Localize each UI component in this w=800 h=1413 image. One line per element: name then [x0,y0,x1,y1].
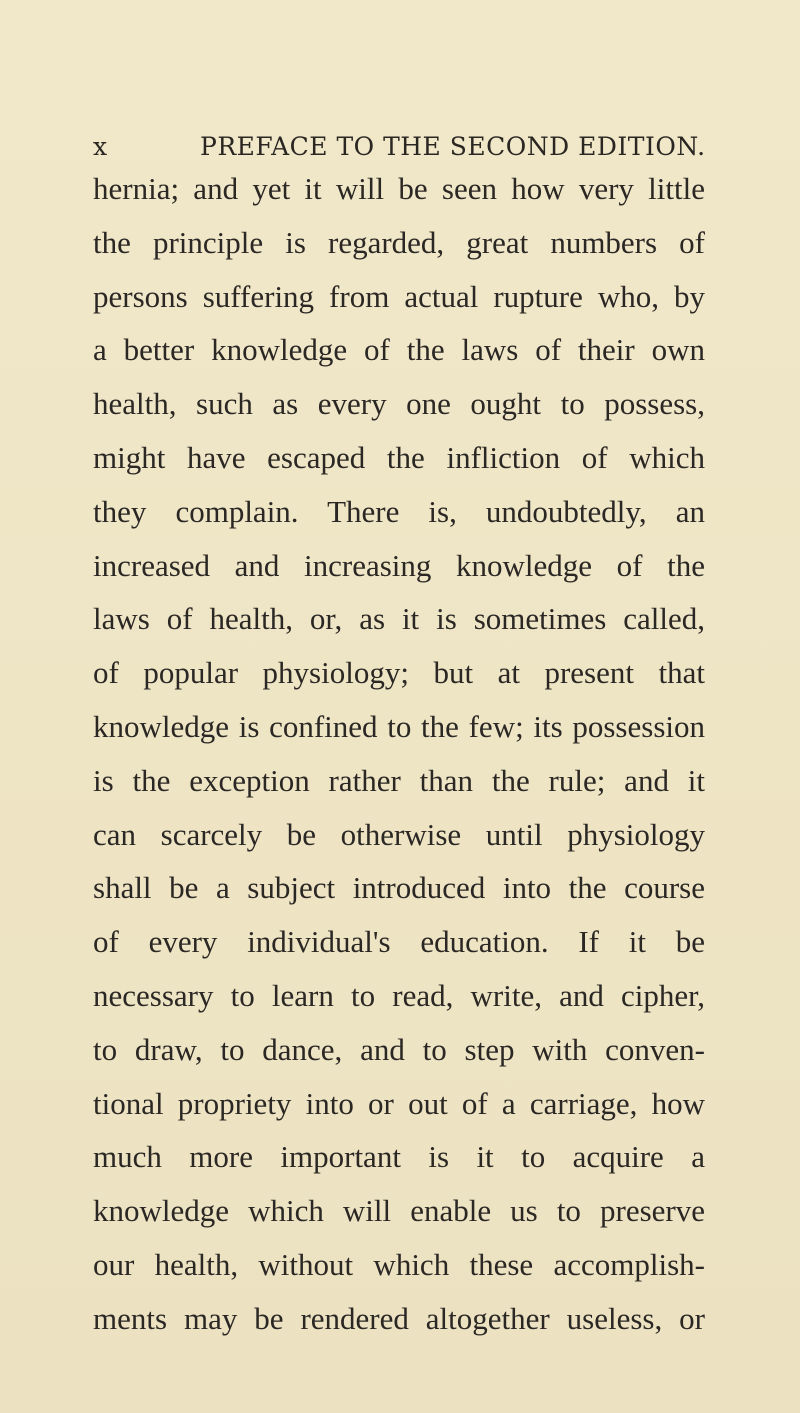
text-line: the principle is regarded, great numbers of [93,224,705,260]
text-line: can scarcely be otherwise until physiology [93,816,705,852]
body-text [93,162,705,1346]
text-line: to draw, to dance, and to step with conven- [93,1031,705,1067]
text-line: necessary to learn to read, write, and cipher, [93,977,705,1013]
text-line: ments may be rendered altogether useless, or [93,1300,705,1336]
text-line: shall be a subject introduced into the course [93,870,705,906]
text-line: hernia; and yet it will be seen how very little [93,171,705,206]
text-line: they complain. There is, undoubtedly, an [93,493,705,529]
text-line: knowledge is confined to the few; its possession [93,708,705,744]
text-line: persons suffering from actual rupture who, by [93,278,705,314]
text-line: health, such as every one ought to possess, [93,386,705,422]
page-number: x [93,132,108,161]
text-line: of popular physiology; but at present that [93,655,705,691]
text-line: laws of health, or, as it is sometimes called, [93,601,705,637]
text-line: is the exception rather than the rule; and it [93,762,705,798]
chapter-title: PREFACE TO THE SECOND EDITION. [200,132,706,161]
text-line: a better knowledge of the laws of their own [93,332,705,368]
text-line: increased and increasing knowledge of the [93,547,705,583]
text-line: knowledge which will enable us to preserve [93,1193,705,1229]
text-line: might have escaped the infliction of which [93,439,705,475]
text-line: tional propriety into or out of a carriage, how [93,1085,705,1121]
text-line: much more important is it to acquire a [93,1139,705,1175]
text-line: our health, without which these accomplish- [93,1246,705,1282]
text-line: of every individual's education. If it be [93,924,705,960]
